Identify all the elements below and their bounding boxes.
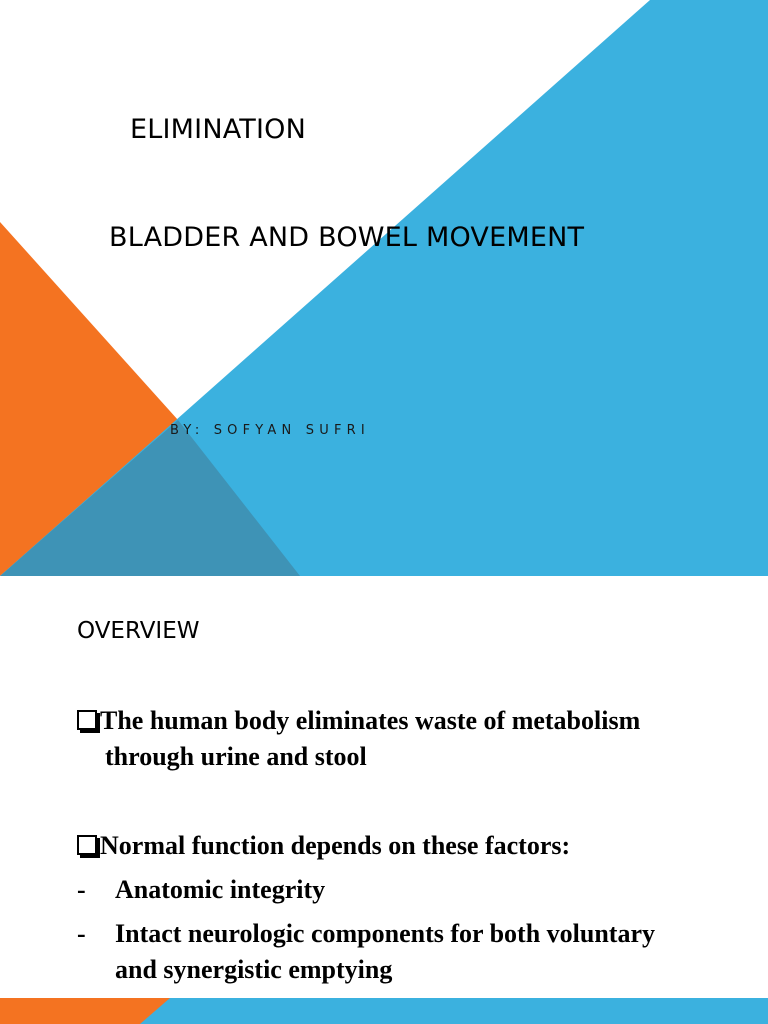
slide-subtitle: BLADDER AND BOWEL MOVEMENT bbox=[109, 222, 585, 253]
bullet-item bbox=[77, 828, 570, 864]
dash-marker: - bbox=[77, 875, 86, 904]
bullet-text-continued: through urine and stool bbox=[105, 742, 367, 771]
overview-slide bbox=[0, 576, 768, 1024]
overview-heading: OVERVIEW bbox=[77, 618, 200, 644]
checkbox-bullet-icon bbox=[77, 710, 97, 730]
author-byline: BY: SOFYAN SUFRI bbox=[170, 423, 370, 438]
footer-orange-shape bbox=[0, 998, 170, 1024]
bullet-text: The human body eliminates waste of metabolism bbox=[100, 706, 641, 735]
checkbox-bullet-icon bbox=[77, 835, 97, 855]
bullet-item bbox=[77, 703, 640, 775]
dash-list-item bbox=[77, 872, 325, 908]
bullet-text: Normal function depends on these factors: bbox=[100, 831, 571, 860]
dash-marker: - bbox=[77, 919, 86, 948]
decorative-footer-strip bbox=[0, 998, 768, 1024]
dash-item-text: Intact neurologic components for both voluntary bbox=[115, 919, 655, 948]
dash-item-text: Anatomic integrity bbox=[115, 875, 326, 904]
dash-item-text-continued: and synergistic emptying bbox=[115, 955, 393, 984]
dash-list-item bbox=[77, 916, 655, 988]
slide-title: ELIMINATION bbox=[130, 114, 306, 145]
